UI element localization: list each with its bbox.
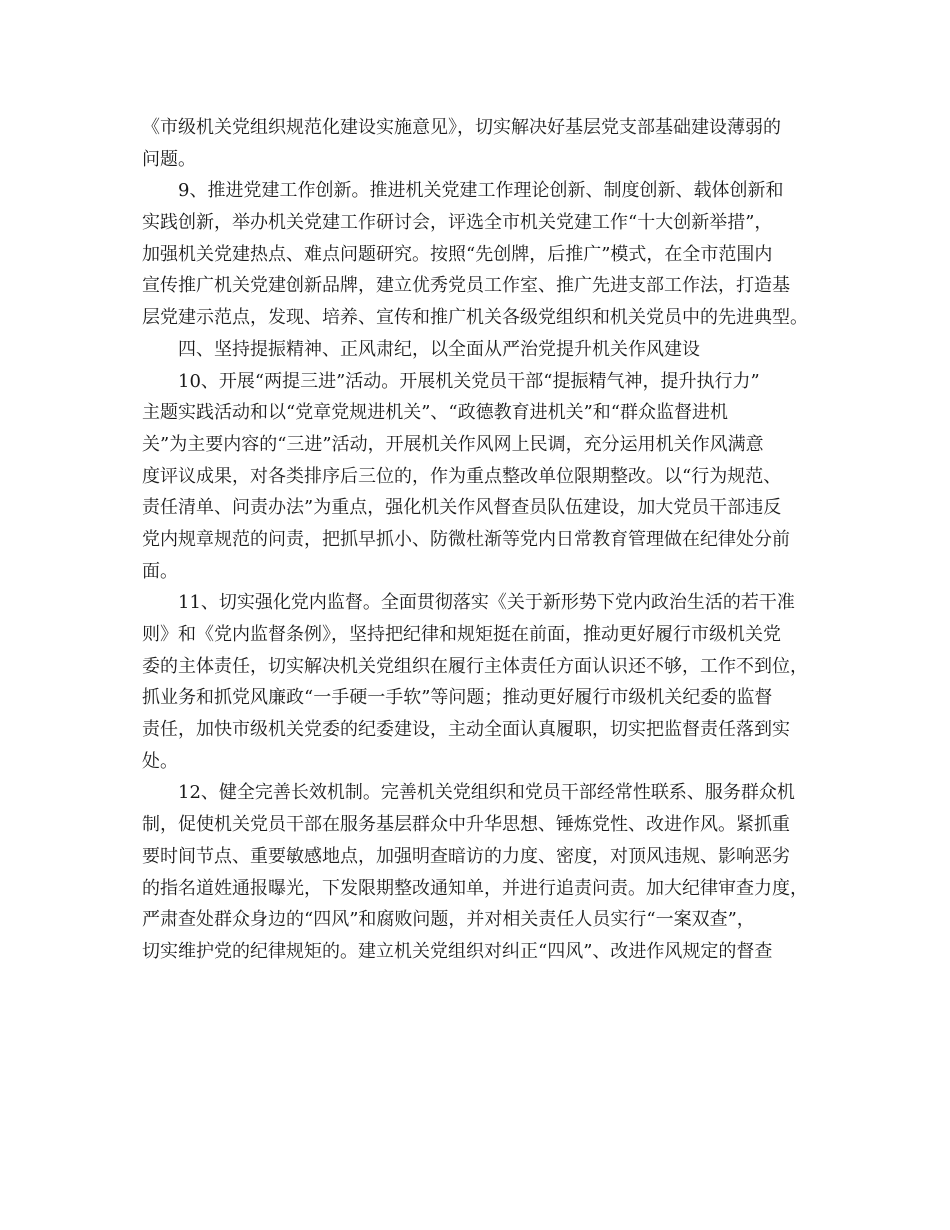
text-line: 层党建示范点，发现、培养、宣传和推广机关各级党组织和机关党员中的先进典型。	[142, 307, 808, 329]
text-line: 切实维护党的纪律规矩的。建立机关党组织对纠正“四风”、改进作风规定的督查	[142, 940, 773, 962]
text-line: 要时间节点、重要敏感地点，加强明查暗访的力度、密度，对顶风违规、影响恶劣	[142, 845, 790, 867]
text-line: 加强机关党建热点、难点问题研究。按照“先创牌，后推广”模式，在全市范围内	[142, 243, 773, 265]
text-line: 实践创新，举办机关党建工作研讨会，评选全市机关党建工作“十大创新举措”，	[142, 212, 773, 234]
text-line: 严肃查处群众身边的“四风”和腐败问题，并对相关责任人员实行“一案双查”，	[142, 909, 755, 931]
text-line: 四、坚持提振精神、正风肃纪，以全面从严治党提升机关作风建设	[178, 338, 700, 360]
text-line: 制，促使机关党员干部在服务基层群众中升华思想、锤炼党性、改进作风。紧抓重	[142, 814, 790, 836]
text-line: 党内规章规范的问责，把抓早抓小、防微杜渐等党内日常教育管理做在纪律处分前	[142, 528, 790, 550]
text-line: 《市级机关党组织规范化建设实施意见》，切实解决好基层党支部基础建设薄弱的	[142, 117, 781, 138]
text-line: 12、健全完善长效机制。完善机关党组织和党员干部经常性联系、服务群众机	[178, 782, 795, 804]
text-line: 处。	[142, 750, 178, 772]
text-line: 问题。	[142, 148, 196, 170]
text-line: 10、开展“两提三进”活动。开展机关党员干部“提振精气神，提升执行力”	[178, 370, 760, 392]
text-line: 则》和《党内监督条例》，坚持把纪律和规矩挺在前面，推动更好履行市级机关党	[142, 624, 781, 645]
text-line: 委的主体责任，切实解决机关党组织在履行主体责任方面认识还不够，工作不到位，	[142, 655, 808, 677]
text-line: 面。	[142, 560, 178, 582]
document-body	[142, 112, 822, 968]
text-line: 度评议成果，对各类排序后三位的，作为重点整改单位限期整改。以“行为规范、	[142, 465, 782, 487]
text-line: 11、切实强化党内监督。全面贯彻落实《关于新形势下党内政治生活的若干准	[178, 592, 795, 614]
text-line: 宣传推广机关党建创新品牌，建立优秀党员工作室、推广先进支部工作法，打造基	[142, 275, 790, 297]
text-line: 抓业务和抓党风廉政“一手硬一手软”等问题；推动更好履行市级机关纪委的监督	[142, 687, 773, 709]
text-line: 9、推进党建工作创新。推进机关党建工作理论创新、制度创新、载体创新和	[178, 180, 784, 202]
text-line: 主题实践活动和以“党章党规进机关”、“政德教育进机关”和“群众监督进机	[142, 402, 729, 424]
text-line: 责任清单、问责办法”为重点，强化机关作风督查员队伍建设，加大党员干部违反	[142, 497, 782, 519]
text-line: 责任，加快市级机关党委的纪委建设，主动全面认真履职，切实把监督责任落到实	[142, 719, 790, 741]
text-line: 的指名道姓通报曝光，下发限期整改通知单，并进行追责问责。加大纪律审查力度，	[142, 877, 808, 899]
text-line: 关”为主要内容的“三进”活动，开展机关作风网上民调，充分运用机关作风满意	[142, 433, 764, 455]
